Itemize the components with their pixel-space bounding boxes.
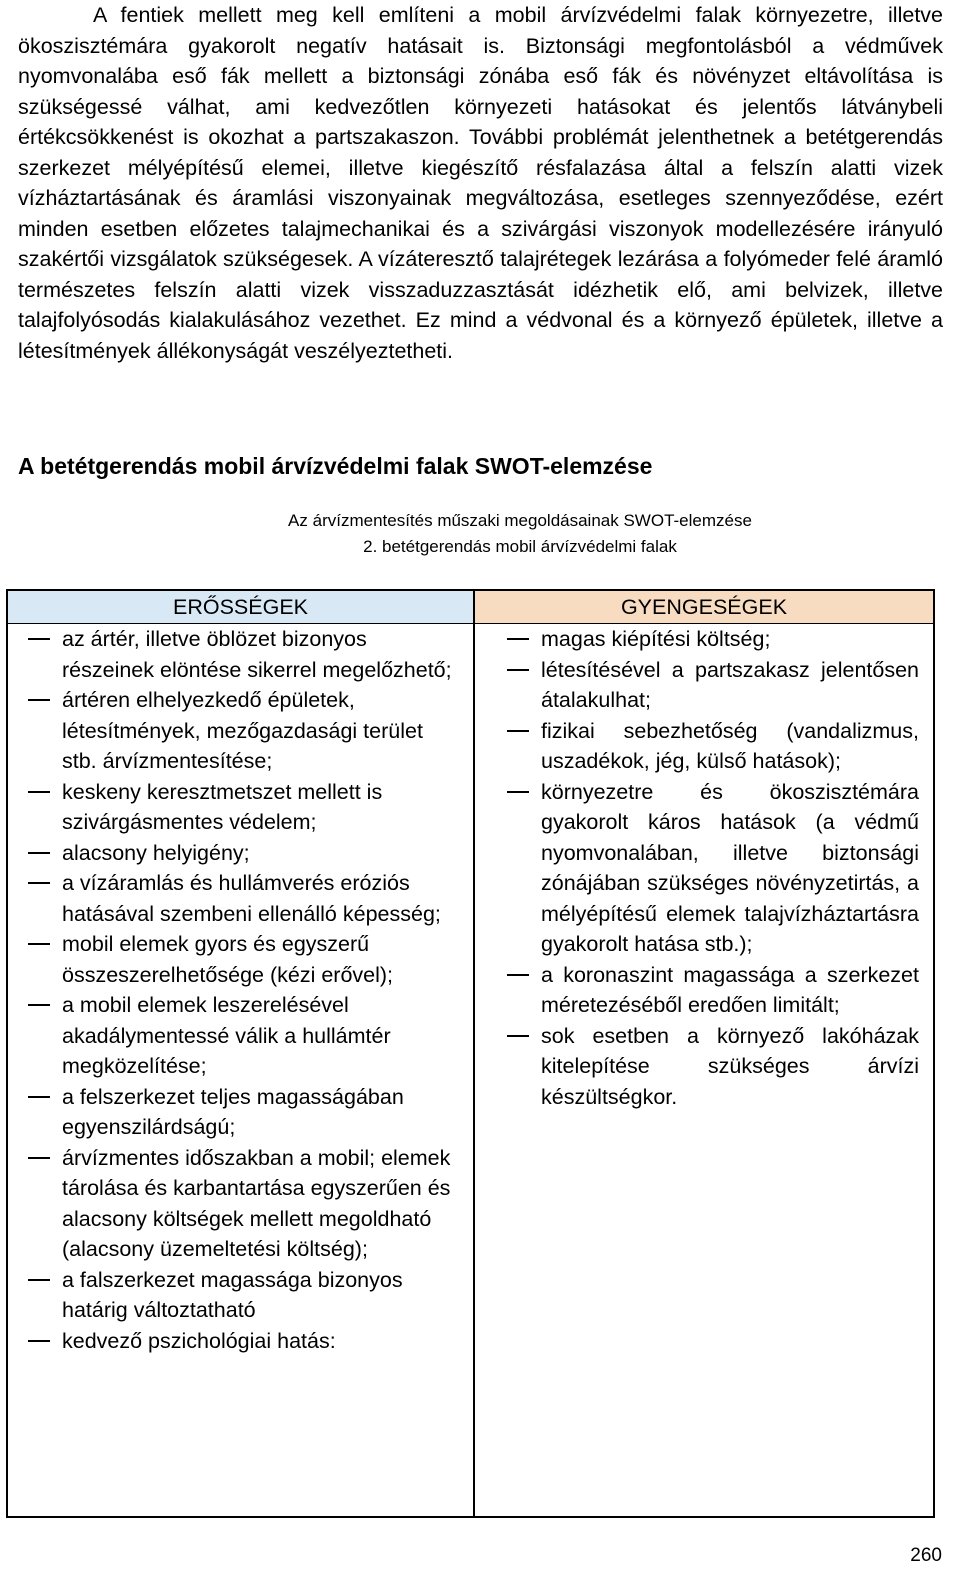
dash-bullet-icon: [28, 699, 50, 701]
list-item-text: a felszerkezet teljes magasságában egyenszilárdságú;: [62, 1084, 404, 1139]
list-item-text: sok esetben a környező lakóházak kitelepítése szükséges árvízi készültségkor.: [541, 1023, 919, 1109]
list-item-text: az ártér, illetve öblözet bizonyos részeinek elöntése sikerrel megelőzhető;: [62, 627, 452, 682]
list-item: [20, 1082, 453, 1143]
list-item-text: alacsony helyigény;: [62, 840, 250, 865]
list-item: [499, 655, 919, 716]
swot-table: [6, 589, 935, 1518]
list-item-text: mobil elemek gyors és egyszerű összeszerelhetősége (kézi erővel);: [62, 932, 394, 987]
dash-bullet-icon: [28, 943, 50, 945]
list-item-text: magas kiépítési költség;: [541, 627, 771, 651]
weaknesses-column: [475, 591, 933, 1516]
dash-bullet-icon: [28, 1157, 50, 1159]
list-item: [499, 624, 919, 655]
list-item-text: a koronaszint magassága a szerkezet méretezéséből eredően limitált;: [541, 962, 919, 1017]
list-item-text: a vízáramlás és hullámverés eróziós hatásával szembeni ellenálló képesség;: [62, 871, 441, 926]
dash-bullet-icon: [507, 1035, 529, 1037]
dash-bullet-icon: [28, 1096, 50, 1098]
list-item-text: a falszerkezet magassága bizonyos határig változtatható: [62, 1267, 403, 1322]
strengths-header: ERŐSSÉGEK: [8, 591, 473, 624]
list-item-text: árvízmentes időszakban a mobil; elemek tárolása és karbantartása egyszerűen és alacsony költségek mellett megoldható (alacsony üzemeltetési költség);: [62, 1145, 451, 1261]
list-item-text: környezetre és ökoszisztémára gyakorolt káros hatások (a védmű nyomvonalában, illetve biztonsági zónájában szükséges növényzetirtás, a mélyépítésű elemek talajvízháztartásra gyakorolt hatása stb.);: [541, 779, 919, 956]
list-item-text: létesítésével a partszakasz jelentősen átalakulhat;: [541, 657, 919, 712]
list-item: [499, 716, 919, 777]
dash-bullet-icon: [507, 669, 529, 671]
list-item: [20, 1326, 453, 1357]
list-item: [20, 1143, 453, 1265]
table-caption-line2: 2. betétgerendás mobil árvízvédelmi falak: [363, 537, 677, 556]
weaknesses-list: [499, 624, 933, 1112]
dash-bullet-icon: [507, 730, 529, 732]
section-heading: A betétgerendás mobil árvízvédelmi falak SWOT-elemzése: [18, 453, 653, 479]
list-item-text: ártéren elhelyezkedő épületek, létesítmények, mezőgazdasági terület stb. árvízmentesítése;: [62, 688, 423, 773]
list-item-text: a mobil elemek leszerelésével akadálymentessé válik a hullámtér megközelítése;: [62, 993, 391, 1078]
dash-bullet-icon: [507, 974, 529, 976]
dash-bullet-icon: [507, 791, 529, 793]
table-caption-line1: Az árvízmentesítés műszaki megoldásainak SWOT-elemzése: [288, 511, 752, 530]
list-item: [499, 777, 919, 960]
list-item: [20, 624, 453, 685]
list-item: [20, 868, 453, 929]
list-item: [20, 1265, 453, 1326]
dash-bullet-icon: [28, 852, 50, 854]
list-item: [499, 1021, 919, 1113]
page-number: 260: [910, 1545, 942, 1566]
weaknesses-header: GYENGESÉGEK: [475, 591, 933, 624]
list-item: [20, 929, 453, 990]
list-item: [20, 777, 453, 838]
list-item: [499, 960, 919, 1021]
list-item-text: kedvező pszichológiai hatás:: [62, 1328, 336, 1353]
dash-bullet-icon: [28, 791, 50, 793]
dash-bullet-icon: [28, 1004, 50, 1006]
dash-bullet-icon: [28, 638, 50, 640]
strengths-list: [20, 624, 473, 1356]
dash-bullet-icon: [28, 1340, 50, 1342]
list-item: [20, 685, 453, 777]
list-item-text: keskeny keresztmetszet mellett is szivárgásmentes védelem;: [62, 779, 383, 834]
dash-bullet-icon: [28, 1279, 50, 1281]
list-item: [20, 990, 453, 1082]
strengths-column: [8, 591, 475, 1516]
body-paragraph: A fentiek mellett meg kell említeni a mobil árvízvédelmi falak környezetre, illetve ökoszisztémára gyakorolt negatív hatásait is. Biztonsági megfontolásból a védművek nyomvonalába eső fák mellett a biztonsági zónába eső fák és növényzet eltávolítása is szükségessé válhat, ami kedvezőtlen környezeti hatásokat és jelentős látványbeli értékcsökkenést is okozhat a partszakaszon. További problémát jelenthetnek a betétgerendás szerkezet mélyépítésű elemei, illetve kiegészítő résfalazása által a felszín alatti vizek vízháztartásának és áramlási viszonyainak megváltozása, esetleges szennyeződése, ezért minden esetben előzetes talajmechanikai és a szivárgási viszonyok modellezésére irányuló szakértői vizsgálatok szükségesek. A vízáteresztő talajrétegek lezárása a folyómeder felé áramló természetes felszín alatti vizek visszaduzzasztását idézhetik elő, ami belvizek, illetve talajfolyósodás kialakulásához vezethet. Ez mind a védvonal és a környező épületek, illetve a létesítmények állékonyságát veszélyeztetheti.: [18, 3, 943, 363]
list-item: [20, 838, 453, 869]
dash-bullet-icon: [28, 882, 50, 884]
list-item-text: fizikai sebezhetőség (vandalizmus, uszadékok, jég, külső hatások);: [541, 718, 919, 773]
dash-bullet-icon: [507, 638, 529, 640]
